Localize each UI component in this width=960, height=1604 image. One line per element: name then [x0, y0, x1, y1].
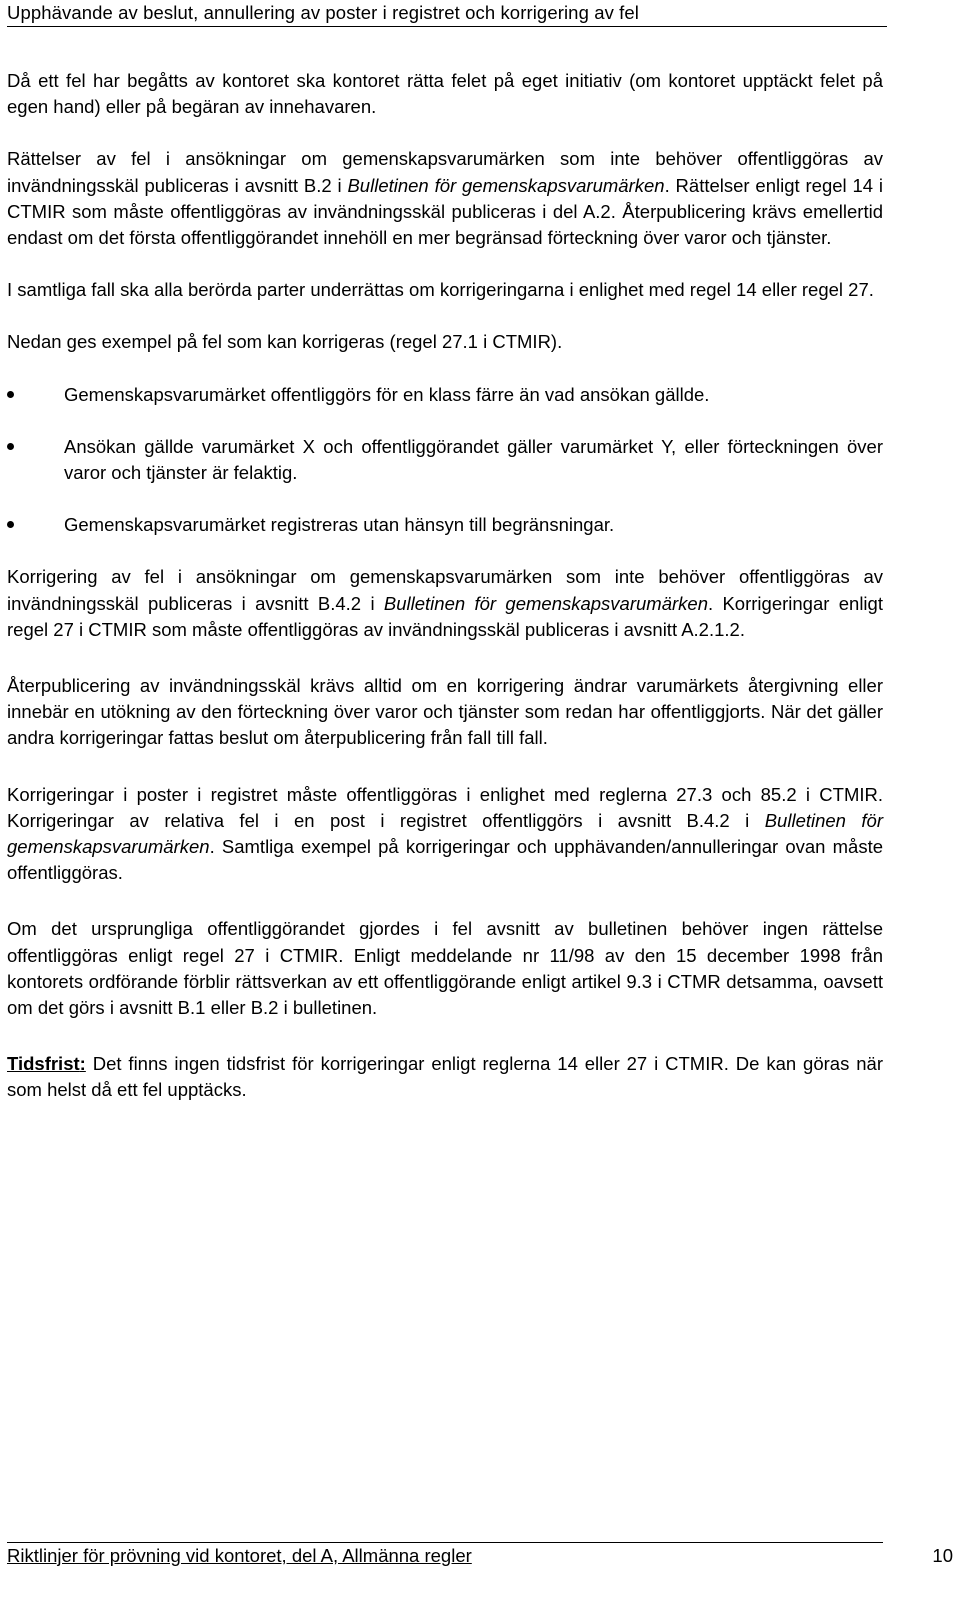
footer-title: Riktlinjer för prövning vid kontoret, del A, Allmänna regler	[7, 1545, 472, 1566]
list-item: Gemenskapsvarumärket offentliggörs för en klass färre än vad ansökan gällde.	[7, 382, 883, 408]
paragraph-corrections-publication: Rättelser av fel i ansökningar om gemenskapsvarumärken som inte behöver offentliggöras av invändningsskäl publiceras i avsnitt B.2 i Bulletinen för gemenskapsvarumärken. Rättelser enligt regel 14 i CTMIR som måste offentliggöras av invändningsskäl publiceras i del A.2. Återpublicering krävs emellertid endast om det första offentliggörandet innehöll en mer begränsad förteckning över varor och tjänster.	[7, 148, 883, 249]
paragraph-register-corrections: Korrigeringar i poster i registret måste offentliggöras i enlighet med reglerna 27.3 och 85.2 i CTMIR. Korrigeringar av relativa fel i en post i registret offentliggörs i avsnitt B.4.2 i Bulletinen för gemenskapsvarumärken. Samtliga exempel på korrigeringar och upphävanden/annulleringar ovan måste offentliggöras.	[7, 783, 883, 884]
bullet-icon	[7, 521, 14, 528]
bulletin-title: Bulletinen för gemenskapsvarumärken	[383, 592, 708, 614]
paragraph-notification: I samtliga fall ska alla berörda parter underrättas om korrigeringarna i enlighet med regel 14 eller regel 27.	[7, 279, 874, 301]
bulletin-title: Bulletinen för gemenskapsvarumärken	[347, 174, 665, 196]
page-number: 10	[932, 1545, 953, 1566]
bulletin-title: Bulletinen för gemenskapsvarumärken	[7, 809, 883, 858]
paragraph-examples-intro: Nedan ges exempel på fel som kan korrigeras (regel 27.1 i CTMIR).	[7, 331, 563, 353]
paragraph-republication: Återpublicering av invändningsskäl krävs alltid om en korrigering ändrar varumärkets återgivning eller innebär en utökning av den förteckning över varor och tjänster som redan har offentliggjorts. När det gäller andra korrigeringar fattas beslut om återpublicering från fall till fall.	[7, 675, 883, 749]
page-header	[7, 0, 887, 27]
paragraph-initiative: Då ett fel har begåtts av kontoret ska kontoret rätta felet på eget initiativ (om kontoret upptäckt felet på egen hand) eller på begäran av innehavaren.	[7, 70, 883, 118]
examples-list	[7, 382, 883, 539]
paragraph-wrong-section: Om det ursprungliga offentliggörandet gjordes i fel avsnitt av bulletinen behöver ingen rättelse offentliggöras enligt regel 27 i CTMIR. Enligt meddelande nr 11/98 av den 15 december 1998 från kontorets ordförande förblir rättsverkan av ett offentliggörande enligt artikel 9.3 i CTMR detsamma, oavsett om det görs i avsnitt B.1 eller B.2 i bulletinen.	[7, 918, 883, 1019]
header-title: Upphävande av beslut, annullering av poster i registret och korrigering av fel	[7, 2, 640, 23]
bullet-icon	[7, 391, 14, 398]
page-footer	[7, 1542, 953, 1566]
deadline-label: Tidsfrist	[7, 1053, 80, 1075]
document-body	[7, 68, 883, 1104]
list-item: Ansökan gällde varumärket X och offentliggörandet gäller varumärket Y, eller förteckningen över varor och tjänster är felaktig.	[7, 434, 883, 486]
bullet-icon	[7, 443, 14, 450]
paragraph-deadline: Tidsfrist: Det finns ingen tidsfrist för korrigeringar enligt reglerna 14 eller 27 i CTMIR. De kan göras när som helst då ett fel upptäcks.	[7, 1053, 883, 1101]
paragraph-correction-publication: Korrigering av fel i ansökningar om gemenskapsvarumärken som inte behöver offentliggöras av invändningsskäl publiceras i avsnitt B.4.2 i Bulletinen för gemenskapsvarumärken. Korrigeringar enligt regel 27 i CTMIR som måste offentliggöras av invändningsskäl publiceras i avsnitt A.2.1.2.	[7, 566, 883, 640]
list-item: Gemenskapsvarumärket registreras utan hänsyn till begränsningar.	[7, 512, 883, 538]
